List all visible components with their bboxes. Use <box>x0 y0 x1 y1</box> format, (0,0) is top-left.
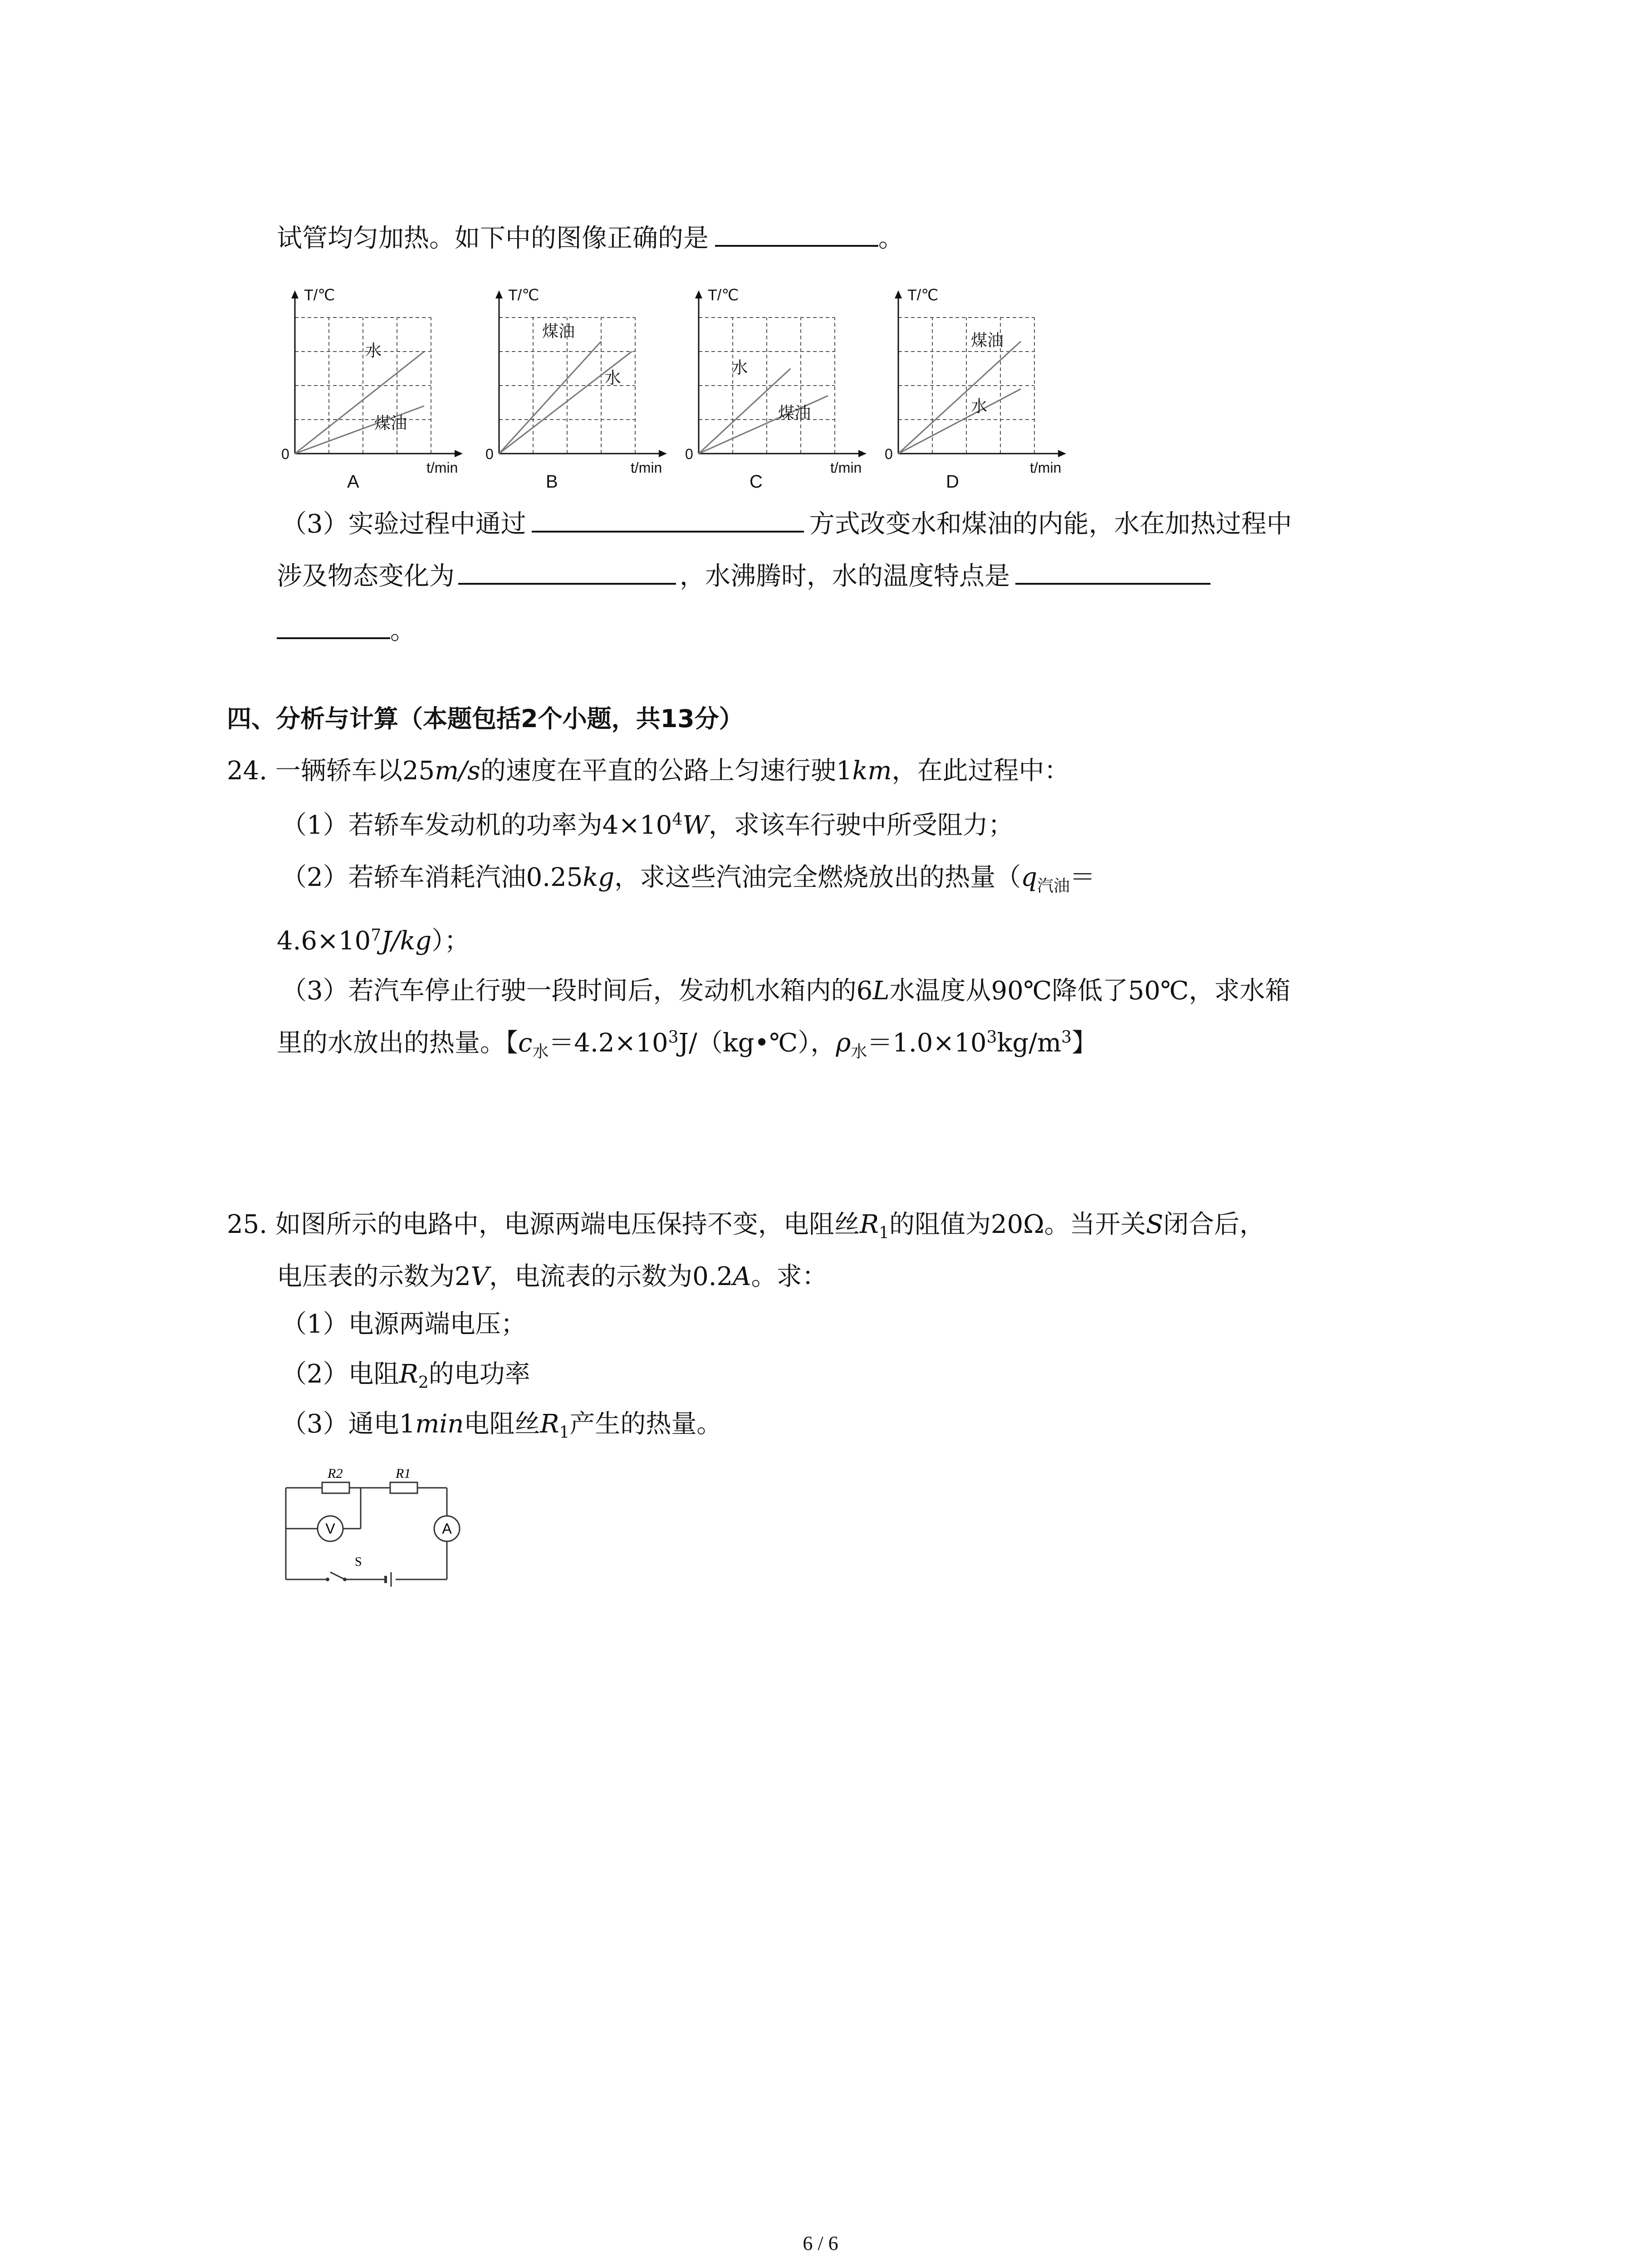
label-r2: R2 <box>328 1466 343 1481</box>
q24-stem: 24. 一辆轿车以25m/s的速度在平直的公路上匀速行驶1km，在此过程中： <box>227 756 1070 786</box>
origin-label: 0 <box>485 446 494 462</box>
origin-label: 0 <box>281 446 289 462</box>
q25-part2: （2）电阻$R_2$的电功率 <box>281 1359 530 1393</box>
series-label-upper: 水 <box>731 358 748 377</box>
graph-label-c: C <box>749 472 763 492</box>
x-axis-label: t/min <box>631 459 662 476</box>
x-axis-label: t/min <box>426 459 458 476</box>
q25-part3: （3）通电1min电阻丝$R_1$产生的热量。 <box>281 1409 722 1442</box>
y-axis-label: T/℃ <box>708 287 739 304</box>
x-axis-arrow <box>858 450 867 457</box>
x-axis-label: t/min <box>830 459 862 476</box>
q25-stem: 25. 如图所示的电路中，电源两端电压保持不变，电阻丝$R_1$的阻值为20Ω。当开关S闭合后， <box>227 1210 1265 1243</box>
answer-blank <box>1015 556 1210 585</box>
x-axis-arrow <box>455 450 463 457</box>
q25-part1: （1）电源两端电压； <box>281 1310 526 1339</box>
graph-d <box>880 272 1075 490</box>
q24-part2: （2）若轿车消耗汽油0.25kg，求这些汽油完全燃烧放出的热量（$q_{汽油}=$ <box>281 863 1095 896</box>
label-a: A <box>442 1520 452 1537</box>
section-title: 四、分析与计算（本题包括2个小题，共13分） <box>227 704 744 733</box>
q23-p3-line2: 涉及物态变化为 ，水沸腾时，水的温度特点是 <box>277 556 1210 595</box>
q23-p3-line3: 。 <box>277 610 416 649</box>
y-axis-arrow <box>695 290 702 298</box>
series-label-lower: 水 <box>971 396 988 415</box>
series-label-upper: 水 <box>365 341 382 360</box>
label-r1: R1 <box>396 1466 411 1481</box>
x-axis-label: t/min <box>1030 459 1062 476</box>
origin-label: 0 <box>885 446 893 462</box>
q24-part3: （3）若汽车停止行驶一段时间后，发动机水箱内的6L水温度从90℃降低了50℃，求水箱 <box>281 976 1291 1006</box>
resistor-r2 <box>322 1482 349 1493</box>
answer-blank <box>532 503 804 533</box>
series-line-upper <box>898 342 1021 454</box>
y-axis-arrow <box>495 290 503 298</box>
y-axis-arrow <box>291 290 299 298</box>
x-axis-arrow <box>659 450 667 457</box>
graph-label-d: D <box>946 472 959 492</box>
label-s: S <box>355 1555 362 1569</box>
series-label-upper: 煤油 <box>542 322 575 341</box>
label-v: V <box>325 1520 335 1537</box>
page-number: 6 / 6 <box>803 2232 838 2254</box>
q23-line1: 试管均匀加热。如下中的图像正确的是 。 <box>277 218 904 257</box>
switch <box>330 1572 345 1579</box>
q24-part1: （1）若轿车发动机的功率为$4\times 10^4W$，求该车行驶中所受阻力； <box>281 810 1014 840</box>
q23-p3-line1: （3）实验过程中通过 方式改变水和煤油的内能，水在加热过程中 <box>281 503 1292 543</box>
answer-blank <box>277 610 390 639</box>
resistor-r1 <box>390 1482 417 1493</box>
series-label-lower: 煤油 <box>374 414 407 432</box>
answer-blank <box>715 218 878 247</box>
series-line-upper <box>499 342 601 454</box>
series-line-upper <box>699 369 791 454</box>
series-label-upper: 煤油 <box>971 331 1004 350</box>
origin-label: 0 <box>685 446 693 462</box>
series-line-upper <box>295 352 424 454</box>
q24-part3-line2: 里的水放出的热量。【$c_水=4.2\times 10^3J/(kg•℃)$，$\rho_水=1.0\times 10^3kg/m^3$】 <box>277 1028 1097 1061</box>
q25-stem-line2: 电压表的示数为2V，电流表的示数为0.2A。求： <box>277 1262 828 1291</box>
graph-c <box>681 272 876 490</box>
graph-label-b: B <box>546 472 558 492</box>
series-label-lower: 煤油 <box>778 403 811 422</box>
y-axis-label: T/℃ <box>907 287 939 304</box>
graph-a <box>277 272 472 490</box>
y-axis-label: T/℃ <box>304 287 335 304</box>
graph-label-a: A <box>347 472 359 492</box>
series-line-lower <box>898 389 1021 454</box>
graph-b <box>481 272 676 490</box>
y-axis-arrow <box>895 290 902 298</box>
answer-blank <box>458 556 676 585</box>
series-line-lower <box>499 352 632 454</box>
x-axis-arrow <box>1058 450 1066 457</box>
y-axis-label: T/℃ <box>508 287 539 304</box>
q24-part2-line2: $4.6\times 10^7J/kg$）； <box>277 926 470 956</box>
series-label-lower: 水 <box>604 368 621 387</box>
circuit-diagram <box>277 1461 476 1597</box>
